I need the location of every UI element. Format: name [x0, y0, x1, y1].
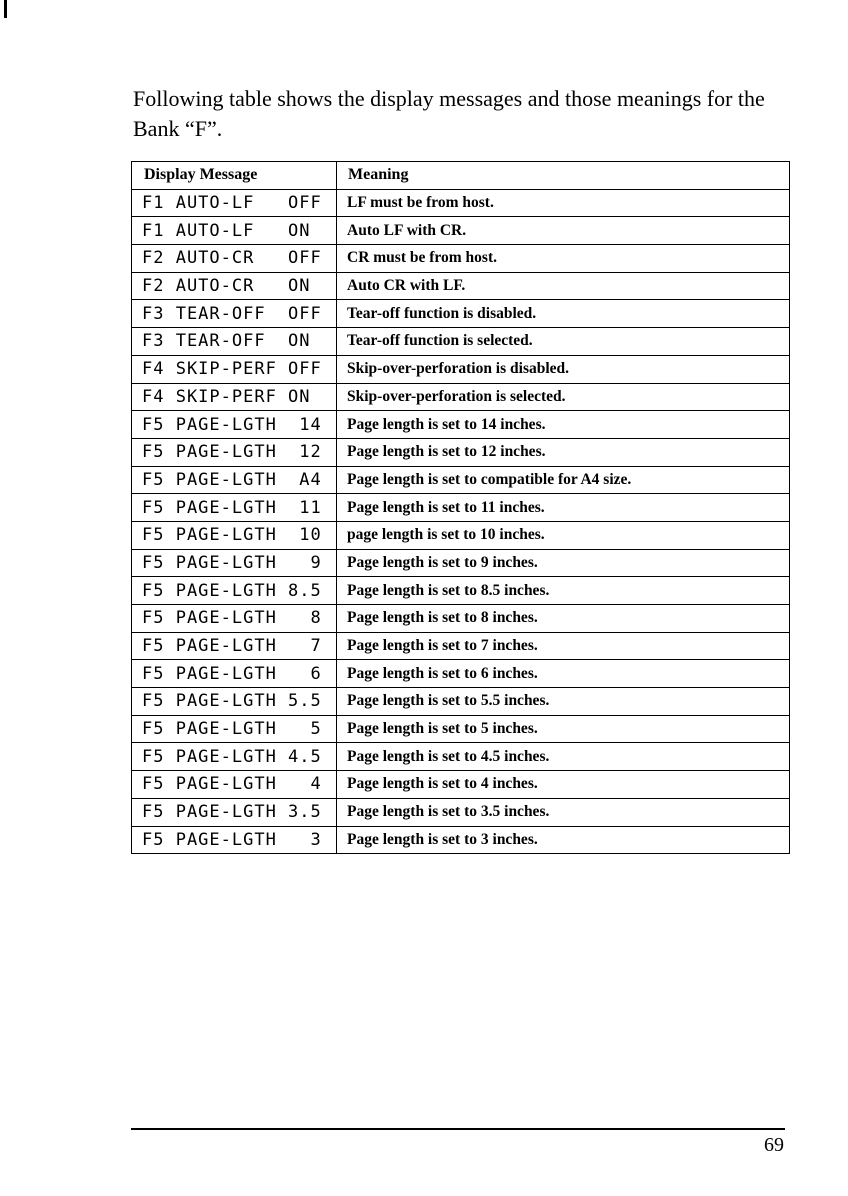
display-message-cell: F5 PAGE-LGTH 3: [132, 826, 337, 854]
table-header-row: [132, 162, 790, 190]
meaning-cell: Page length is set to 3.5 inches.: [337, 798, 790, 826]
table-row: [132, 632, 790, 660]
display-message-cell: F5 PAGE-LGTH 10: [132, 521, 337, 549]
display-message-cell: F3 TEAR-OFF ON: [132, 328, 337, 356]
intro-paragraph: Following table shows the display messages and those meanings for the Bank “F”.: [133, 86, 765, 141]
meaning-cell: Page length is set to 3 inches.: [337, 826, 790, 854]
table-row: [132, 688, 790, 716]
table-row: [132, 411, 790, 439]
table-row: [132, 521, 790, 549]
table-row: [132, 438, 790, 466]
meaning-cell: Page length is set to 6 inches.: [337, 660, 790, 688]
table-row: [132, 245, 790, 273]
meaning-cell: Tear-off function is selected.: [337, 328, 790, 356]
display-message-cell: F1 AUTO-LF OFF: [132, 189, 337, 217]
display-message-cell: F5 PAGE-LGTH 3.5: [132, 798, 337, 826]
table-row: [132, 577, 790, 605]
meaning-cell: Page length is set to 8 inches.: [337, 605, 790, 633]
meaning-cell: Tear-off function is disabled.: [337, 300, 790, 328]
display-message-cell: F5 PAGE-LGTH 8: [132, 605, 337, 633]
display-message-cell: F5 PAGE-LGTH 4.5: [132, 743, 337, 771]
scan-mark: [4, 0, 7, 18]
meaning-cell: page length is set to 10 inches.: [337, 521, 790, 549]
meaning-cell: Auto LF with CR.: [337, 217, 790, 245]
display-message-cell: F5 PAGE-LGTH 9: [132, 549, 337, 577]
table-row: [132, 328, 790, 356]
display-message-cell: F5 PAGE-LGTH 5.5: [132, 688, 337, 716]
table-row: [132, 217, 790, 245]
meaning-cell: Page length is set to 4.5 inches.: [337, 743, 790, 771]
page-number: 69: [764, 1134, 784, 1156]
meaning-cell: Page length is set to 14 inches.: [337, 411, 790, 439]
meaning-cell: Page length is set to 9 inches.: [337, 549, 790, 577]
display-message-cell: F1 AUTO-LF ON: [132, 217, 337, 245]
display-message-cell: F2 AUTO-CR OFF: [132, 245, 337, 273]
meaning-cell: Page length is set to 7 inches.: [337, 632, 790, 660]
table-row: [132, 715, 790, 743]
display-message-cell: F5 PAGE-LGTH 6: [132, 660, 337, 688]
meaning-cell: Page length is set to 4 inches.: [337, 771, 790, 799]
table-row: [132, 798, 790, 826]
display-message-cell: F5 PAGE-LGTH 11: [132, 494, 337, 522]
table-row: [132, 826, 790, 854]
meaning-cell: Page length is set to compatible for A4 size.: [337, 466, 790, 494]
table-row: [132, 355, 790, 383]
table-row: [132, 743, 790, 771]
display-message-cell: F4 SKIP-PERF OFF: [132, 355, 337, 383]
meaning-cell: Skip-over-perforation is disabled.: [337, 355, 790, 383]
table-row: [132, 272, 790, 300]
table-row: [132, 466, 790, 494]
footer-rule: [131, 1128, 785, 1130]
display-message-cell: F2 AUTO-CR ON: [132, 272, 337, 300]
display-message-cell: F5 PAGE-LGTH A4: [132, 466, 337, 494]
table-row: [132, 300, 790, 328]
table-row: [132, 189, 790, 217]
header-display-message: Display Message: [132, 162, 337, 190]
table-row: [132, 549, 790, 577]
table-row: [132, 771, 790, 799]
header-meaning: Meaning: [337, 162, 790, 190]
table-row: [132, 605, 790, 633]
meaning-cell: Page length is set to 8.5 inches.: [337, 577, 790, 605]
meaning-cell: CR must be from host.: [337, 245, 790, 273]
table-row: [132, 660, 790, 688]
meaning-cell: Page length is set to 12 inches.: [337, 438, 790, 466]
meaning-cell: Skip-over-perforation is selected.: [337, 383, 790, 411]
display-message-cell: F3 TEAR-OFF OFF: [132, 300, 337, 328]
display-message-cell: F5 PAGE-LGTH 8.5: [132, 577, 337, 605]
table-row: [132, 494, 790, 522]
meaning-cell: Auto CR with LF.: [337, 272, 790, 300]
display-message-cell: F5 PAGE-LGTH 14: [132, 411, 337, 439]
display-message-cell: F5 PAGE-LGTH 12: [132, 438, 337, 466]
display-message-cell: F5 PAGE-LGTH 4: [132, 771, 337, 799]
display-message-cell: F5 PAGE-LGTH 5: [132, 715, 337, 743]
display-message-cell: F4 SKIP-PERF ON: [132, 383, 337, 411]
meaning-cell: Page length is set to 5 inches.: [337, 715, 790, 743]
display-message-cell: F5 PAGE-LGTH 7: [132, 632, 337, 660]
meaning-cell: LF must be from host.: [337, 189, 790, 217]
display-messages-table: [131, 161, 790, 854]
meaning-cell: Page length is set to 11 inches.: [337, 494, 790, 522]
meaning-cell: Page length is set to 5.5 inches.: [337, 688, 790, 716]
table-row: [132, 383, 790, 411]
